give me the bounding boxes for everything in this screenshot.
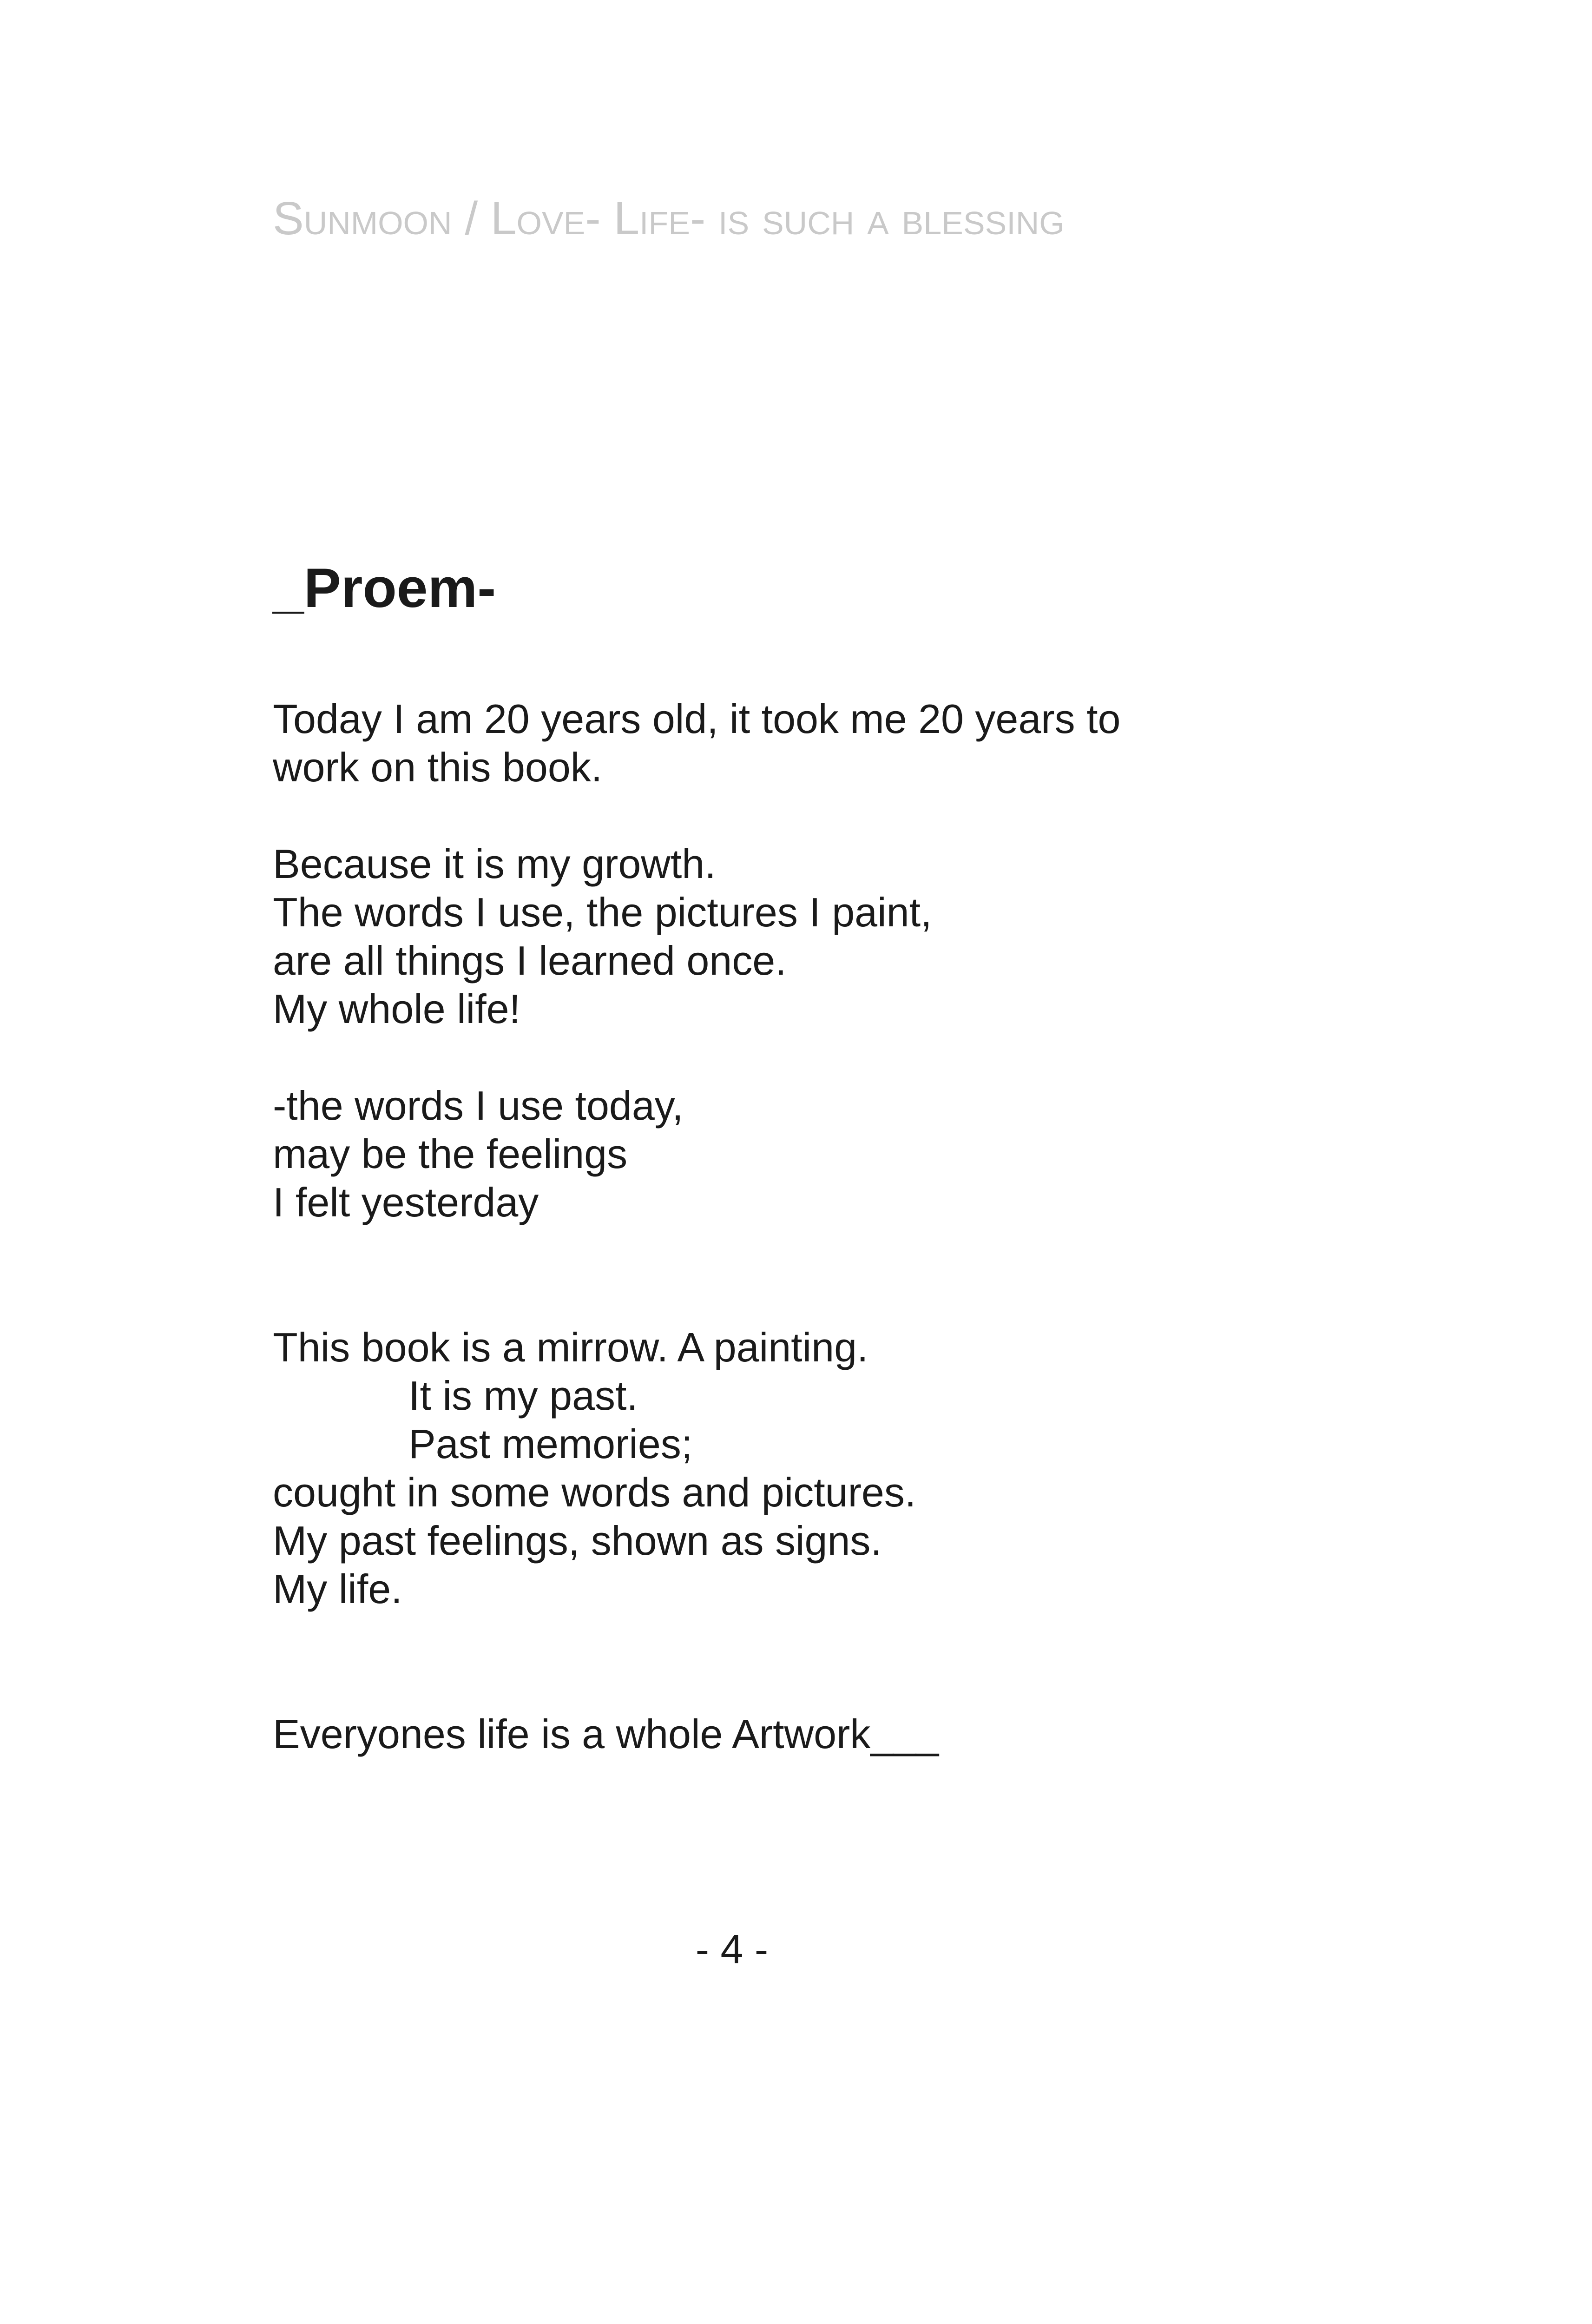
poem-line: My whole life! bbox=[273, 986, 521, 1032]
poem-line: I felt yesterday bbox=[273, 1179, 539, 1225]
running-header-text: Sunmoon / Love- Life- is such a blessing bbox=[273, 192, 1065, 244]
poem-line: This book is a mirrow. A painting. bbox=[273, 1324, 868, 1370]
poem-line: work on this book. bbox=[273, 744, 603, 790]
stanza-gap bbox=[273, 1613, 1342, 1710]
stanza-5 bbox=[273, 1710, 1342, 1758]
poem-line: Because it is my growth. bbox=[273, 841, 716, 887]
poem-title: _Proem- bbox=[273, 557, 496, 619]
running-header bbox=[273, 192, 1065, 244]
poem-line-indented: Past memories; bbox=[408, 1421, 693, 1467]
stanza-gap bbox=[273, 1033, 1342, 1082]
poem-line: My life. bbox=[273, 1566, 402, 1612]
poem-line: Today I am 20 years old, it took me 20 years to bbox=[273, 696, 1121, 742]
poem-body bbox=[273, 695, 1342, 1758]
stanza-4 bbox=[273, 1323, 1342, 1613]
stanza-gap bbox=[273, 792, 1342, 840]
stanza-3 bbox=[273, 1082, 1342, 1227]
poem-line: The words I use, the pictures I paint, bbox=[273, 889, 932, 935]
stanza-1 bbox=[273, 695, 1342, 792]
poem-line: may be the feelings bbox=[273, 1131, 628, 1177]
poem-line: are all things I learned once. bbox=[273, 938, 787, 984]
poem-line: Everyones life is a whole Artwork___ bbox=[273, 1711, 939, 1757]
poem-line: -the words I use today, bbox=[273, 1083, 684, 1129]
poem-line: cought in some words and pictures. bbox=[273, 1469, 916, 1515]
stanza-2 bbox=[273, 840, 1342, 1033]
poem-line-indented: It is my past. bbox=[408, 1373, 638, 1419]
poem-line: My past feelings, shown as signs. bbox=[273, 1518, 882, 1564]
page-number: - 4 - bbox=[695, 1926, 769, 1972]
stanza-gap bbox=[273, 1227, 1342, 1323]
